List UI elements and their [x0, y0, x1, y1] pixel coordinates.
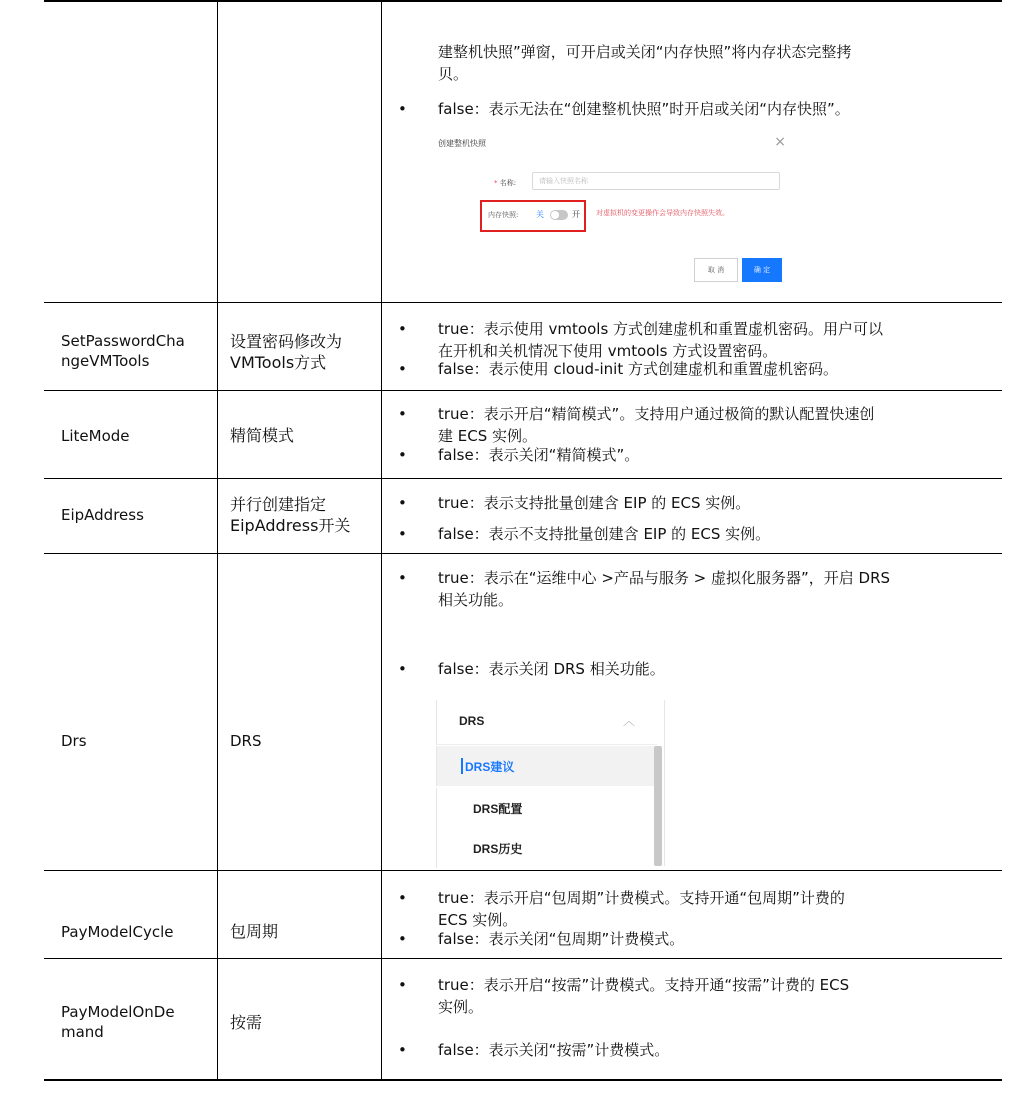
row-divider [44, 553, 1002, 554]
param-desc-line: 并行创建指定 [230, 495, 327, 514]
bullet-icon: • [398, 1041, 407, 1059]
false-description: false：表示关闭“包周期”计费模式。 [438, 930, 685, 948]
bullet-icon: • [398, 525, 407, 543]
bullet-icon: • [398, 100, 407, 118]
column-divider [217, 0, 218, 1081]
drs-menu-item-config[interactable] [436, 788, 657, 828]
true-line: 在开机和关机情况下使用 vmtools 方式设置密码。 [438, 342, 778, 360]
toggle-off-label: 关 [536, 210, 544, 219]
param-name-line: SetPasswordCha [61, 332, 185, 350]
bullet-icon: • [398, 494, 407, 512]
true-description [438, 403, 993, 447]
param-desc: DRS [230, 732, 262, 750]
column-divider [381, 0, 382, 1081]
true-line: 实例。 [438, 998, 484, 1016]
memory-snapshot-toggle[interactable] [550, 210, 568, 220]
param-name-line: PayModelOnDe [61, 1003, 175, 1021]
drs-menu-item-suggestion[interactable] [436, 746, 657, 786]
table-top-rule [44, 0, 1002, 2]
row-divider [44, 478, 1002, 479]
dialog-title: 创建整机快照 [438, 139, 486, 148]
param-name [61, 1002, 175, 1042]
bullet-icon: • [398, 360, 407, 378]
true-line: true：表示在“运维中心 >产品与服务 > 虚拟化服务器”，开启 DRS [438, 569, 891, 587]
param-name: LiteMode [61, 427, 130, 445]
false-description: false：表示使用 cloud-init 方式创建虚机和重置虚机密码。 [438, 360, 838, 378]
param-name: Drs [61, 732, 87, 750]
toggle-on-label: 开 [572, 210, 580, 219]
bullet-icon: • [398, 660, 407, 678]
divider [664, 700, 665, 866]
description-line: 建整机快照”弹窗，可开启或关闭“内存快照”将内存状态完整拷 [438, 43, 852, 61]
true-description [438, 887, 993, 931]
param-desc [230, 494, 350, 536]
drs-menu-item-label: DRS配置 [473, 802, 523, 816]
bullet-icon: • [398, 320, 407, 338]
param-name [61, 331, 185, 371]
param-desc-line: EipAddress开关 [230, 516, 351, 535]
param-name: PayModelCycle [61, 923, 174, 941]
true-line: true：表示开启“精简模式”。支持用户通过极简的默认配置快速创 [438, 405, 875, 423]
bullet-icon: • [398, 976, 407, 994]
create-snapshot-dialog [430, 132, 800, 290]
true-line: ECS 实例。 [438, 911, 518, 929]
memory-snapshot-warning: 对虚拟机的变更操作会导致内存快照失效。 [596, 209, 729, 217]
row-divider [44, 302, 1002, 303]
param-desc-line: 设置密码修改为 [230, 332, 343, 351]
required-mark: * [494, 179, 498, 187]
true-line: true：表示使用 vmtools 方式创建虚机和重置虚机密码。用户可以 [438, 320, 884, 338]
drs-menu-title: DRS [459, 714, 485, 728]
param-name: EipAddress [61, 506, 144, 524]
true-description: true：表示支持批量创建含 EIP 的 ECS 实例。 [438, 494, 751, 512]
param-name-line: ngeVMTools [61, 352, 150, 370]
memory-snapshot-label: 内存快照: [488, 211, 519, 219]
name-label [494, 178, 516, 188]
true-line: true：表示开启“包周期”计费模式。支持开通“包周期”计费的 [438, 889, 845, 907]
true-description [438, 974, 993, 1018]
param-desc [230, 331, 342, 373]
name-placeholder: 请输入快照名称 [539, 177, 588, 185]
bullet-icon: • [398, 889, 407, 907]
drs-menu-item-label: DRS历史 [473, 842, 523, 856]
table-bottom-rule [44, 1079, 1002, 1081]
drs-menu-header[interactable] [436, 700, 657, 745]
false-description: false：表示不支持批量创建含 EIP 的 ECS 实例。 [438, 525, 771, 543]
param-desc: 包周期 [230, 922, 279, 941]
param-desc: 按需 [230, 1013, 263, 1032]
bullet-icon: • [398, 405, 407, 423]
scrollbar[interactable] [654, 746, 662, 866]
true-line: 建 ECS 实例。 [438, 427, 538, 445]
drs-menu-item-history[interactable] [436, 828, 657, 868]
true-line: true：表示开启“按需”计费模式。支持开通“按需”计费的 ECS [438, 976, 850, 994]
active-indicator [461, 758, 463, 774]
cancel-button[interactable]: 取 消 [694, 258, 738, 282]
true-description [438, 318, 993, 362]
row-divider [44, 390, 1002, 391]
row-divider [44, 958, 1002, 959]
param-desc-line: VMTools方式 [230, 353, 327, 372]
true-line: 相关功能。 [438, 591, 514, 609]
toggle-knob [551, 211, 559, 219]
table-row [438, 41, 993, 85]
confirm-button[interactable]: 确 定 [742, 258, 782, 282]
false-description: false：表示关闭 DRS 相关功能。 [438, 660, 665, 678]
bullet-icon: • [398, 569, 407, 587]
drs-menu-item-label: DRS建议 [465, 760, 515, 774]
close-icon[interactable]: × [774, 134, 786, 150]
false-description: false：表示关闭“按需”计费模式。 [438, 1041, 670, 1059]
drs-menu [436, 700, 666, 866]
bullet-icon: • [398, 930, 407, 948]
description-line: 贝。 [438, 65, 469, 83]
bullet-icon: • [398, 446, 407, 464]
memory-snapshot-highlight [480, 200, 586, 232]
true-description [438, 567, 993, 611]
param-desc: 精简模式 [230, 426, 295, 445]
param-name-line: mand [61, 1023, 104, 1041]
name-label-text: 名称: [499, 179, 517, 187]
false-description: false：表示关闭“精简模式”。 [438, 446, 640, 464]
false-description: false：表示无法在“创建整机快照”时开启或关闭“内存快照”。 [438, 100, 850, 118]
chevron-up-icon[interactable]: ︿ [623, 714, 636, 728]
snapshot-name-input[interactable] [532, 172, 780, 190]
row-divider [44, 870, 1002, 871]
